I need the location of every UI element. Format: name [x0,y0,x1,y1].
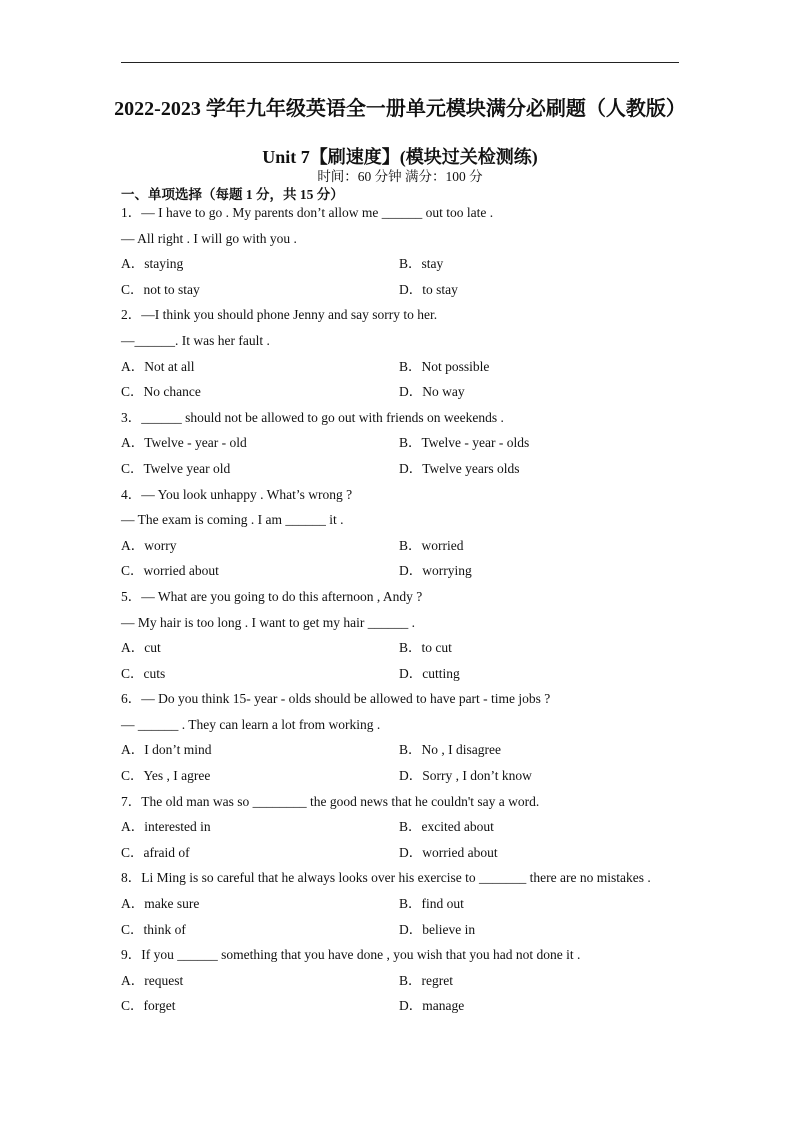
option-d: D．cutting [399,665,460,681]
option-b: B．regret [399,972,453,988]
question-line: 3．______ should not be allowed to go out with friends on weekends . [121,409,504,425]
question-line: 8．Li Ming is so careful that he always looks over his exercise to _______ there are no mistakes . [121,870,651,886]
question-5 [121,584,681,686]
option-d: D．worried about [399,844,498,860]
question-list [121,200,681,1019]
option-d: D．manage [399,998,465,1014]
question-line: 9．If you ______ something that you have done , you wish that you had not done it . [121,947,581,963]
question-4 [121,482,681,584]
option-c: C．worried about [121,563,219,579]
option-a: A．make sure [121,896,200,912]
question-3 [121,405,681,482]
exam-meta: 时间：60 分钟 满分：100 分 [317,169,483,184]
option-b: B．Twelve - year - olds [399,435,530,451]
question-line: — My hair is too long . I want to get my hair ______ . [121,614,415,630]
option-d: D．worrying [399,563,472,579]
option-a: A．I don’t mind [121,742,212,758]
question-2 [121,302,681,404]
option-c: C．No chance [121,384,201,400]
option-a: A．Not at all [121,358,195,374]
option-a: A．cut [121,640,161,656]
page-title: 2022-2023 学年九年级英语全一册单元模块满分必刷题（人教版） [114,98,686,120]
option-a: A．interested in [121,819,211,835]
option-d: D．believe in [399,921,476,937]
question-line: — ______ . They can learn a lot from working . [121,716,381,732]
question-line: 4．— You look unhappy . What’s wrong ? [121,486,353,502]
option-b: B．worried [399,537,464,553]
option-b: B．No , I disagree [399,742,501,758]
option-c: C．afraid of [121,844,190,860]
option-d: D．to stay [399,281,458,297]
question-6 [121,686,681,788]
question-line: — All right . I will go with you . [121,230,297,246]
question-line: —______. It was her fault . [121,332,270,348]
option-b: B．find out [399,896,464,912]
question-8 [121,865,681,942]
option-d: D．Sorry , I don’t know [399,768,532,784]
question-line: 5．— What are you going to do this afternoon , Andy ? [121,588,423,604]
option-a: A．worry [121,537,177,553]
option-c: C．forget [121,998,176,1014]
question-line: 2．—I think you should phone Jenny and say sorry to her. [121,307,438,323]
option-a: A．request [121,972,184,988]
option-d: D．No way [399,384,465,400]
option-c: C．think of [121,921,186,937]
option-c: C．Twelve year old [121,460,231,476]
question-line: — The exam is coming . I am ______ it . [121,512,344,528]
option-b: B．to cut [399,640,452,656]
question-7 [121,789,681,866]
section-heading: 一、单项选择（每题 1 分，共 15 分） [121,187,344,202]
question-line: 6．— Do you think 15- year - olds should be allowed to have part - time jobs ? [121,691,551,707]
option-b: B．excited about [399,819,494,835]
option-b: B．Not possible [399,358,490,374]
header-rule [121,62,679,63]
option-c: C．Yes , I agree [121,768,211,784]
option-a: A．Twelve - year - old [121,435,247,451]
option-d: D．Twelve years olds [399,460,520,476]
question-9 [121,942,681,1019]
option-c: C．cuts [121,665,166,681]
question-line: 1．— I have to go . My parents don’t allow me ______ out too late . [121,205,494,220]
page-subtitle: Unit 7【刷速度】(模块过关检测练) [262,147,538,167]
question-1 [121,200,681,302]
option-c: C．not to stay [121,281,200,297]
question-line: 7．The old man was so ________ the good news that he couldn't say a word. [121,793,540,809]
option-a: A．staying [121,256,184,272]
option-b: B．stay [399,256,444,272]
